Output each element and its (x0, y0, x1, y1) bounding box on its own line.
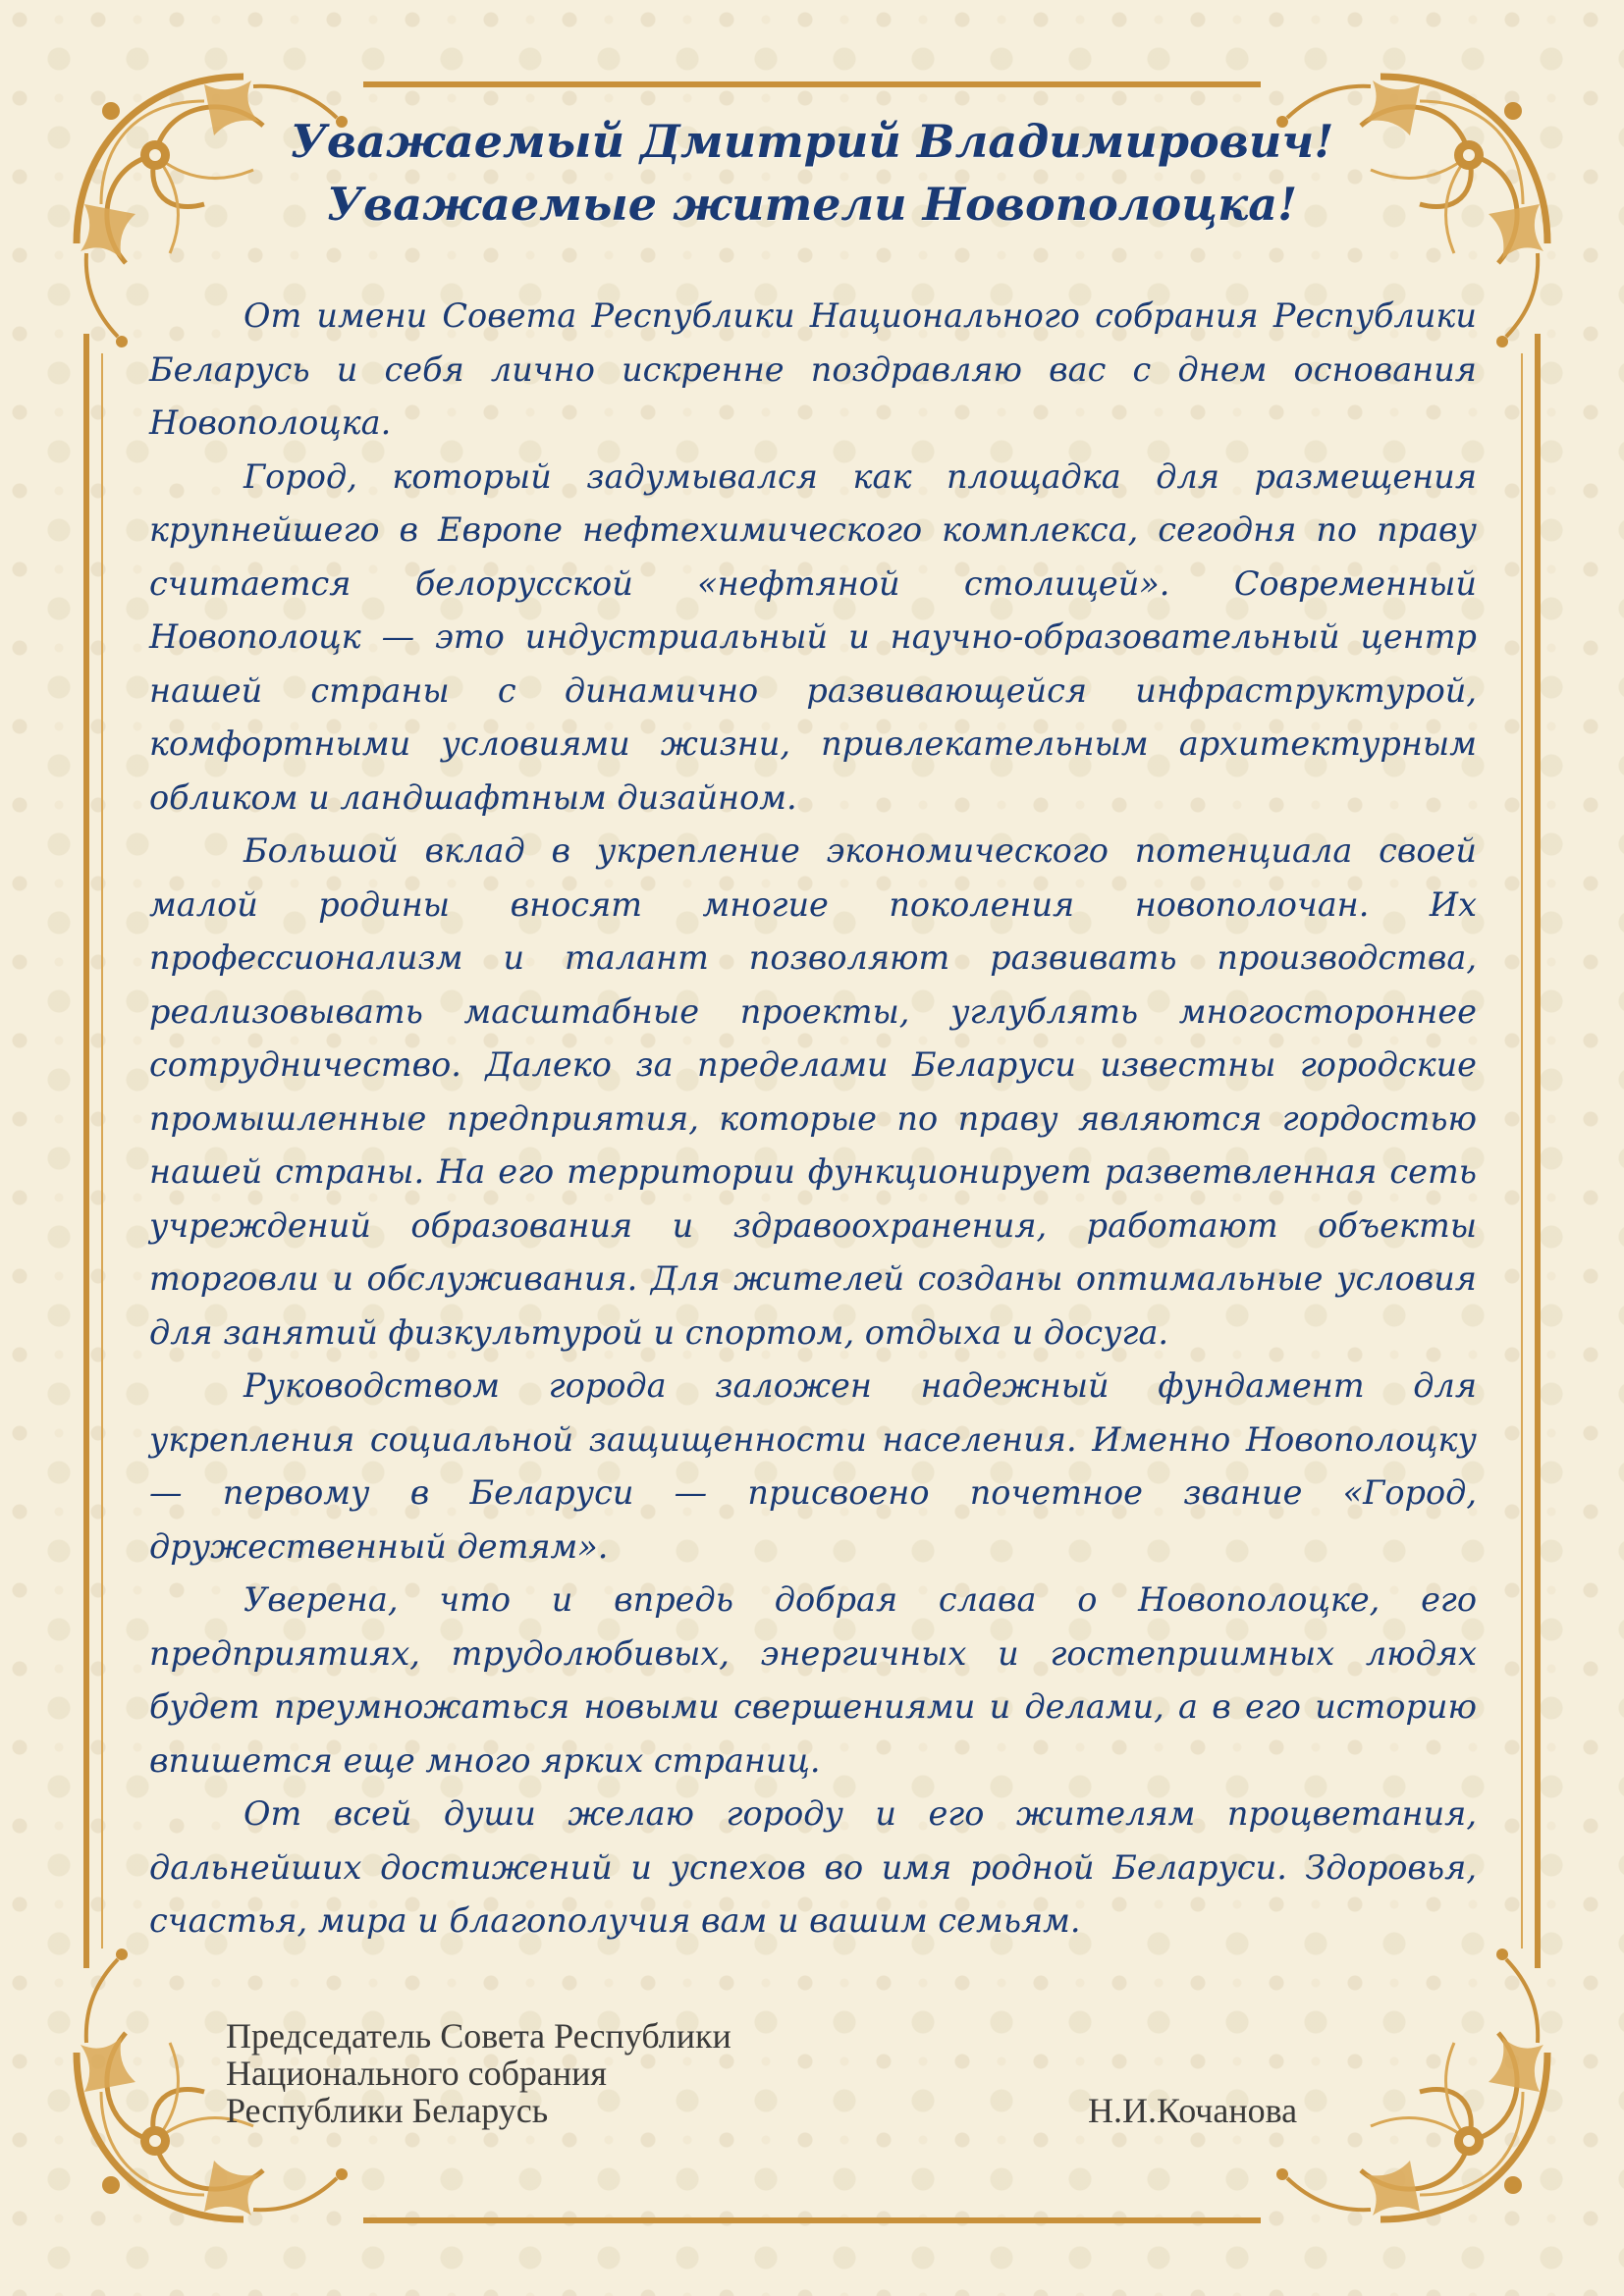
greeting-line-2: Уважаемые жители Новополоцка! (326, 178, 1298, 231)
paragraph: От всей души желаю городу и его жителям процветания, дальнейших достижений и успехов во имя родной Беларуси. Здоровья, счастья, мира и благополучия вам и вашим семьям. (149, 1794, 1477, 1940)
letter-body (149, 290, 1477, 1949)
signer-name: Н.И.Кочанова (1088, 2091, 1298, 2130)
paragraph: Руководством города заложен надежный фундамент для укрепления социальной защищенности населения. Именно Новополоцку — первому в Беларуси — присвоено почетное звание «Город, дружественный детям». (149, 1366, 1477, 1566)
signer-title-line-3: Республики Беларусь (226, 2091, 549, 2130)
signer-title-line-2: Национального собрания (226, 2054, 607, 2093)
paragraph: Город, который задумывался как площадка для размещения крупнейшего в Европе нефтехимического комплекса, сегодня по праву считается белорусской «нефтяной столицей». Современный Новополоцк — это индустриальный и научно-образовательный центр нашей страны с динамично развивающейся инфраструктурой, комфортными условиями жизни, привлекательным архитектурным обликом и ландшафтным дизайном. (149, 456, 1477, 817)
paragraph: Большой вклад в укрепление экономического потенциала своей малой родины вносят многие поколения новополочан. Их профессионализм и талант позволяют развивать производства, реализовывать масштабные проекты, углублять многостороннее сотрудничество. Далеко за пределами Беларуси известны городские промышленные предприятия, которые по праву являются гордостью нашей страны. На его территории функционирует разветвленная сеть учреждений образования и здравоохранения, работают объекты торговли и обслуживания. Для жителей созданы оптимальные условия для занятий физкультурой и спортом, отдыха и досуга. (149, 831, 1477, 1352)
paragraph: Уверена, что и впредь добрая слава о Новополоцке, его предприятиях, трудолюбивых, энергичных и гостеприимных людях будет преумножаться новыми свершениями и делами, а в его историю впишется еще много ярких страниц. (149, 1580, 1477, 1780)
paragraph: От имени Совета Республики Национального собрания Республики Беларусь и себя лично искренне поздравляю вас с днем основания Новополоцка. (149, 296, 1477, 442)
greeting-heading (177, 110, 1447, 236)
greeting-line-1: Уважаемый Дмитрий Владимирович! (290, 115, 1334, 168)
signer-title-line-1: Председатель Совета Республики (226, 2016, 731, 2056)
